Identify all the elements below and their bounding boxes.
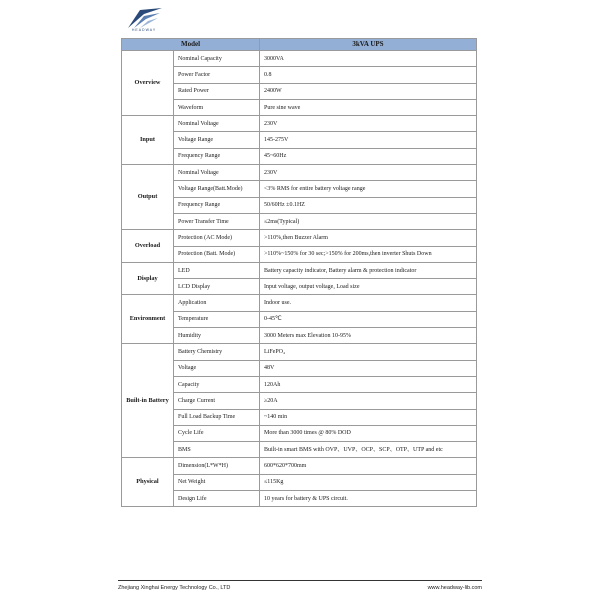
- spec-item-cell: Cycle Life: [174, 425, 260, 441]
- spec-item-cell: LCD Display: [174, 279, 260, 295]
- spec-value-cell: Indoor use.: [260, 295, 477, 311]
- spec-value-cell: Input voltage, output voltage, Load size: [260, 279, 477, 295]
- spec-item-cell: Nominal Voltage: [174, 116, 260, 132]
- table-row: [122, 491, 477, 507]
- spec-value-cell: 3000VA: [260, 51, 477, 67]
- table-row: [122, 409, 477, 425]
- spec-item-cell: Power Transfer Time: [174, 213, 260, 229]
- category-cell: Built-in Battery: [122, 344, 174, 458]
- spec-item-cell: Frequency Range: [174, 148, 260, 164]
- spec-table: [121, 38, 477, 507]
- table-row: [122, 376, 477, 392]
- spec-value-cell: Pure sine wave: [260, 99, 477, 115]
- spec-value-cell: ≤115Kg: [260, 474, 477, 490]
- footer-divider: [118, 580, 482, 581]
- spec-value-cell: ≥20A: [260, 393, 477, 409]
- spec-item-cell: Nominal Voltage: [174, 165, 260, 181]
- table-row: [122, 474, 477, 490]
- category-cell: Overload: [122, 230, 174, 263]
- spec-value-cell: 145-275V: [260, 132, 477, 148]
- spec-item-cell: Power Factor: [174, 67, 260, 83]
- table-row: [122, 51, 477, 67]
- header-product: 3kVA UPS: [260, 39, 477, 51]
- spec-item-cell: Battery Chemistry: [174, 344, 260, 360]
- table-row: [122, 328, 477, 344]
- spec-item-cell: BMS: [174, 442, 260, 458]
- table-row: [122, 132, 477, 148]
- footer-company: Zhejiang Xinghai Energy Technology Co., LTD: [118, 585, 231, 591]
- category-cell: Overview: [122, 51, 174, 116]
- table-row: [122, 262, 477, 278]
- table-row: [122, 442, 477, 458]
- spec-value-cell: 2400W: [260, 83, 477, 99]
- table-row: [122, 67, 477, 83]
- table-row: [122, 311, 477, 327]
- category-cell: Physical: [122, 458, 174, 507]
- spec-value-cell: 50/60Hz ±0.1HZ: [260, 197, 477, 213]
- spec-value-cell: 0-45℃: [260, 311, 477, 327]
- footer-website: www.headway-lib.com: [427, 585, 482, 591]
- spec-value-cell: Battery capacity indicator, Battery alarm & protection indicator: [260, 262, 477, 278]
- spec-item-cell: Net Weight: [174, 474, 260, 490]
- spec-value-cell: 0.8: [260, 67, 477, 83]
- spec-item-cell: Full Load Backup Time: [174, 409, 260, 425]
- spec-value-cell: 120Ah: [260, 376, 477, 392]
- spec-value-cell: >110%~150% for 30 sec;>150% for 200ms,then inverter Shuts Down: [260, 246, 477, 262]
- spec-value-cell: 48V: [260, 360, 477, 376]
- table-row: [122, 116, 477, 132]
- table-header-row: [122, 39, 477, 51]
- spec-item-cell: Waveform: [174, 99, 260, 115]
- spec-value-cell: 230V: [260, 116, 477, 132]
- spec-item-cell: Protection (Batt. Mode): [174, 246, 260, 262]
- spec-item-cell: LED: [174, 262, 260, 278]
- table-row: [122, 83, 477, 99]
- table-row: [122, 360, 477, 376]
- category-cell: Input: [122, 116, 174, 165]
- spec-item-cell: Capacity: [174, 376, 260, 392]
- spec-item-cell: Rated Power: [174, 83, 260, 99]
- table-row: [122, 344, 477, 360]
- table-row: [122, 425, 477, 441]
- table-row: [122, 246, 477, 262]
- spec-value-cell: 230V: [260, 165, 477, 181]
- category-cell: Display: [122, 262, 174, 295]
- spec-value-cell: 10 years for battery & UPS circuit.: [260, 491, 477, 507]
- spec-item-cell: Application: [174, 295, 260, 311]
- table-row: [122, 165, 477, 181]
- spec-item-cell: Voltage Range(Batt.Mode): [174, 181, 260, 197]
- spec-item-cell: Voltage Range: [174, 132, 260, 148]
- spec-value-cell: ≤2ms(Typical): [260, 213, 477, 229]
- spec-value-cell: >110%,then Buzzer Alarm: [260, 230, 477, 246]
- table-row: [122, 393, 477, 409]
- spec-item-cell: Humidity: [174, 328, 260, 344]
- spec-item-cell: Frequency Range: [174, 197, 260, 213]
- spec-value-cell: <3% RMS for entire battery voltage range: [260, 181, 477, 197]
- header-model: Model: [122, 39, 260, 51]
- company-logo-text: HEADWAY: [131, 28, 157, 32]
- spec-item-cell: Voltage: [174, 360, 260, 376]
- table-row: [122, 230, 477, 246]
- spec-value-cell: 3000 Meters max Elevation 10-95%: [260, 328, 477, 344]
- spec-table-body: [122, 51, 477, 507]
- category-cell: Environment: [122, 295, 174, 344]
- table-row: [122, 197, 477, 213]
- table-row: [122, 279, 477, 295]
- spec-value-cell: More than 3000 times @ 80% DOD: [260, 425, 477, 441]
- spec-item-cell: Design Life: [174, 491, 260, 507]
- spec-value-cell: Built-in smart BMS with OVP、UVP、OCP、SCP、OTP、UTP and etc: [260, 442, 477, 458]
- table-row: [122, 213, 477, 229]
- table-row: [122, 148, 477, 164]
- spec-value-cell: 600*620*700mm: [260, 458, 477, 474]
- spec-item-cell: Dimension(L*W*H): [174, 458, 260, 474]
- spec-value-cell: LiFePO₄: [260, 344, 477, 360]
- spec-value-cell: 45~60Hz: [260, 148, 477, 164]
- spec-item-cell: Nominal Capacity: [174, 51, 260, 67]
- spec-item-cell: Protection (AC Mode): [174, 230, 260, 246]
- spec-item-cell: Charge Current: [174, 393, 260, 409]
- table-row: [122, 181, 477, 197]
- spec-value-cell: ~140 min: [260, 409, 477, 425]
- table-row: [122, 458, 477, 474]
- table-row: [122, 99, 477, 115]
- table-row: [122, 295, 477, 311]
- company-logo-icon: [122, 4, 166, 38]
- spec-item-cell: Temperature: [174, 311, 260, 327]
- category-cell: Output: [122, 165, 174, 230]
